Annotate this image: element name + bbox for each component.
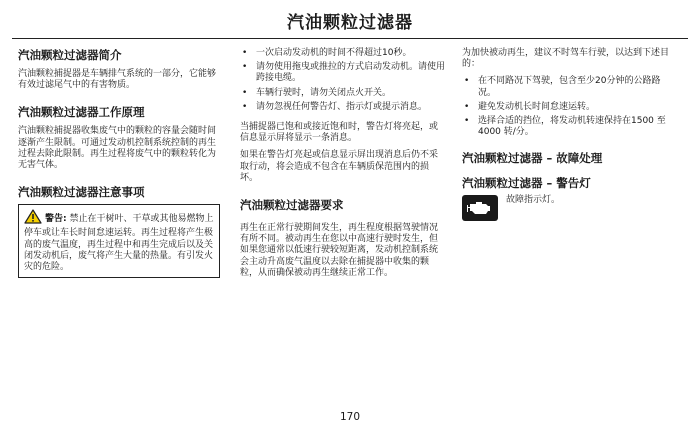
precaution-list [240,48,445,113]
warranty-paragraph: 如果在警告灯亮起或信息显示屏出现消息后仍不采取行动，将会造成不包含在车辆质保范围内的损坏。 [240,150,439,183]
header-divider [12,38,688,39]
list-item: • 一次启动发动机的时间不得超过10秒。 [240,48,445,59]
column-middle [240,48,445,279]
warning-box [18,204,220,278]
notes-heading: 汽油颗粒过滤器注意事项 [18,185,145,200]
warning-light-heading: 汽油颗粒过滤器 – 警告灯 [462,176,591,191]
saturation-paragraph: 当捕捉器已饱和或接近饱和时，警告灯将亮起，或信息显示屏将显示一条消息。 [240,122,439,144]
indicator-text: 故障指示灯。 [506,195,561,206]
intro-text: 汽油颗粒捕捉器是车辆排气系统的一部分，它能够有效过滤尾气中的有害物质。 [18,69,217,91]
page-title: 汽油颗粒过滤器 [287,13,413,33]
warning-triangle-icon [24,209,42,228]
list-item: • 请勿使用拖曳或推拉的方式启动发动机。请使用跨接电缆。 [240,62,445,84]
list-item: • 请勿忽视任何警告灯、指示灯或提示消息。 [240,102,445,113]
page-number: 170 [339,411,361,423]
list-item: • 选择合适的挡位，将发动机转速保持在1500 至 4000 转/分。 [462,116,676,138]
regeneration-intro: 为加快被动再生，建议不时驾车行驶，以达到下述目的： [462,48,670,70]
engine-check-icon [462,195,498,221]
warning-label: 警告: [45,214,67,225]
principle-heading: 汽油颗粒过滤器工作原理 [18,105,145,120]
principle-text: 汽油颗粒捕捉器收集废气中的颗粒的容量会随时间逐渐产生限制。可通过发动机控制系统控制的再生过程去除此限制。再生过程将废气中的颗粒转化为无害气体。 [18,126,217,171]
column-left [18,48,220,278]
regeneration-list [462,76,676,138]
requirements-heading: 汽油颗粒过滤器要求 [240,198,344,213]
indicator-row [462,195,676,221]
intro-heading: 汽油颗粒过滤器简介 [18,48,122,62]
list-item: • 车辆行驶时，请勿关闭点火开关。 [240,88,445,99]
warning-content [24,209,214,273]
warning-text: 禁止在干树叶、干草或其他易燃物上停车或让车长时间怠速运转。再生过程将产生极高的废气温度，再生过程中和再生完成后以及关闭发动机后，废气将产生大量的热量。有引发火灾的危险。 [24,214,214,273]
fault-heading: 汽油颗粒过滤器 – 故障处理 [462,151,603,166]
list-item: • 避免发动机长时间怠速运转。 [462,102,676,113]
page-header [12,8,688,41]
list-item: • 在不同路况下驾驶，包含至少20分钟的公路路况。 [462,76,676,98]
column-right [462,48,676,221]
requirements-text: 再生在正常行驶期间发生，再生程度根据驾驶情况有所不同。被动再生在您以中高速行驶时发生，但如果您通常以低速行驶较短距离，发动机控制系统会主动升高废气温度以去除在捕捉器中收集的颗粒，从而确保被动再生继续正常工作。 [240,223,439,278]
